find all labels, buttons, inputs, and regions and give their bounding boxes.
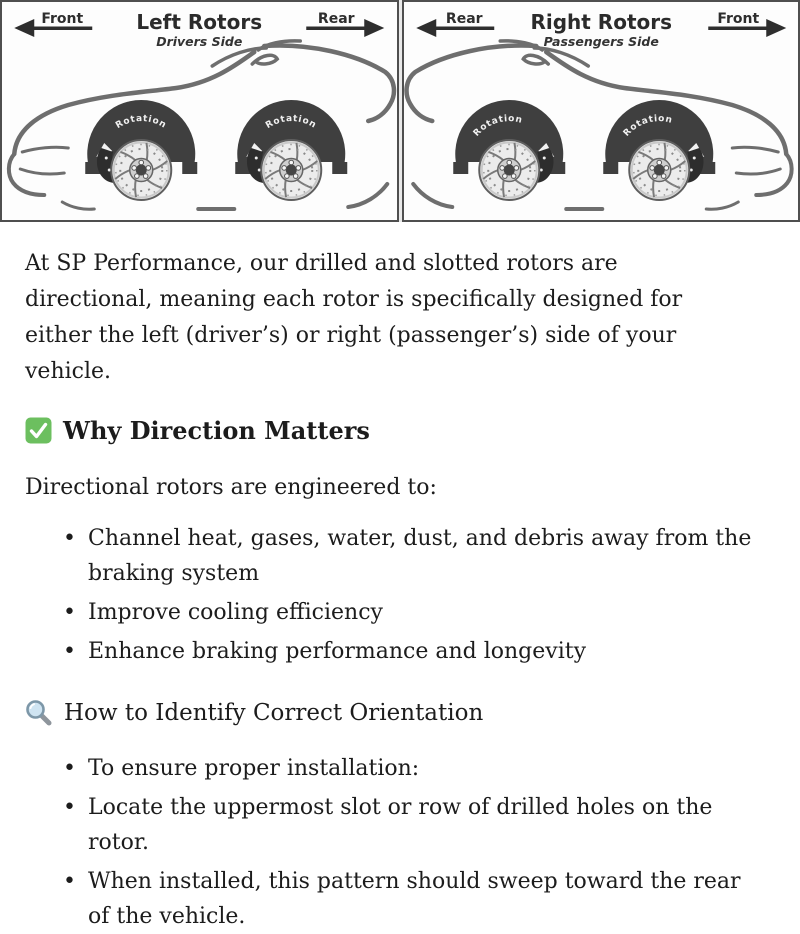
rear-label: Rear xyxy=(445,11,482,27)
list-item: • To ensure proper installation: xyxy=(63,751,763,786)
list-item: • Improve cooling efficiency xyxy=(63,595,763,630)
section-heading-why-direction-matters xyxy=(25,416,766,445)
intro-paragraph: At SP Performance, our drilled and slotted rotors are directional, meaning each rotor is specifically designed for either the left (driver’s) or right (passenger’s) side of your vehicle. xyxy=(25,246,751,390)
rear-wheel-rotor xyxy=(235,100,347,200)
rear-wheel-rotor xyxy=(453,100,565,200)
panel-subtitle: Drivers Side xyxy=(156,34,242,49)
list-item: • Locate the uppermost slot or row of drilled holes on the rotor. xyxy=(63,790,763,860)
rotor-direction-diagram xyxy=(0,0,800,222)
section-title: How to Identify Correct Orientation xyxy=(64,700,483,726)
front-wheel-rotor xyxy=(603,100,715,200)
front-direction-arrow xyxy=(14,11,92,37)
check-mark-icon xyxy=(25,417,52,444)
car-sketch-right-side xyxy=(406,41,791,209)
left-rotors-illustration xyxy=(2,2,397,220)
right-rotors-panel xyxy=(402,0,800,222)
panel-title: Right Rotors xyxy=(530,10,672,34)
section-title: Why Direction Matters xyxy=(63,416,370,445)
front-direction-arrow xyxy=(708,11,786,37)
section-heading-identify-orientation xyxy=(25,699,766,727)
panel-title: Left Rotors xyxy=(136,10,262,34)
front-wheel-rotor xyxy=(85,100,197,200)
car-sketch-left-side xyxy=(9,41,394,209)
article-body xyxy=(0,222,800,934)
front-label: Front xyxy=(717,11,759,27)
list-item: • Enhance braking performance and longevity xyxy=(63,634,763,669)
rear-label: Rear xyxy=(318,11,355,27)
magnifying-glass-icon xyxy=(25,699,53,727)
panel-header xyxy=(14,10,384,49)
left-rotors-panel xyxy=(0,0,399,222)
panel-subtitle: Passengers Side xyxy=(543,34,658,49)
right-rotors-illustration xyxy=(404,2,799,220)
rear-direction-arrow xyxy=(416,11,494,37)
list-item: • When installed, this pattern should sweep toward the rear of the vehicle. xyxy=(63,864,763,934)
orientation-steps-list xyxy=(25,751,763,934)
list-item: • Channel heat, gases, water, dust, and debris away from the braking system xyxy=(63,521,763,591)
panel-header xyxy=(416,10,786,49)
rear-direction-arrow xyxy=(306,11,384,37)
front-label: Front xyxy=(41,11,83,27)
benefits-list xyxy=(25,521,763,669)
section-lead: Directional rotors are engineered to: xyxy=(25,471,766,505)
